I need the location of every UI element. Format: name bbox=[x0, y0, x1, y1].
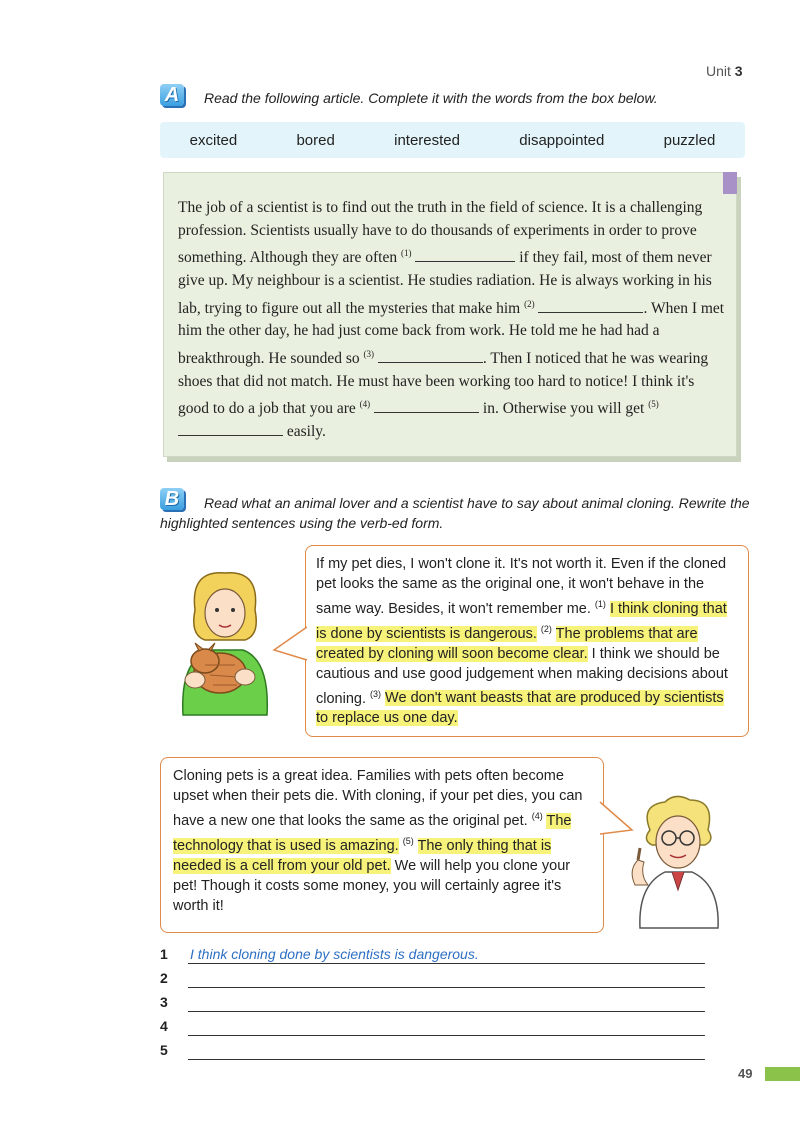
unit-number: 3 bbox=[734, 63, 743, 79]
highlighted-sentence-1: I think cloning that is done by scientists is dangerous. bbox=[316, 600, 727, 642]
answer-lines bbox=[160, 946, 705, 1066]
article-panel bbox=[163, 172, 737, 457]
blank-4[interactable] bbox=[374, 398, 479, 413]
blank-5[interactable] bbox=[178, 421, 283, 436]
blank-3[interactable] bbox=[378, 348, 483, 363]
answer-line bbox=[188, 1011, 705, 1012]
scientist-illustration bbox=[620, 790, 735, 930]
section-a-instruction: Read the following article. Complete it with the words from the box below. bbox=[204, 90, 658, 106]
sentence-number: (4) bbox=[531, 811, 543, 821]
word-item: puzzled bbox=[663, 131, 716, 149]
answer-row: 4 bbox=[160, 1018, 705, 1042]
section-b-badge: B bbox=[160, 488, 184, 510]
highlighted-sentence-5: The only thing that is needed is a cell from your old pet. bbox=[173, 837, 552, 874]
answer-row: 5 bbox=[160, 1042, 705, 1066]
unit-label: Unit 3 bbox=[706, 63, 743, 79]
word-item: interested bbox=[394, 131, 460, 149]
answer-line bbox=[188, 1059, 705, 1060]
word-item: bored bbox=[296, 131, 335, 149]
word-box bbox=[160, 122, 745, 158]
answer-row: 1 I think cloning done by scientists is dangerous. bbox=[160, 946, 705, 970]
highlighted-sentence-2: The problems that are created by cloning will soon become clear. bbox=[316, 625, 698, 662]
answer-input-1[interactable]: I think cloning done by scientists is dangerous. bbox=[190, 946, 479, 962]
sentence-number: (1) bbox=[594, 599, 606, 609]
section-b-instruction: Read what an animal lover and a scientist have to say about animal cloning. Rewrite the highlighted sentences using the verb-ed form. bbox=[160, 495, 750, 531]
sentence-number: (3) bbox=[370, 688, 382, 699]
animal-lover-speech-bubble: If my pet dies, I won't clone it. It's not worth it. Even if the cloned pet looks the same as the original one, it won't behave in the same way. Besides, it won't remember me. $^{(1)}$ I think cloning that is done by scientists is dangerous. $^{(2)}$ The problems that are created by cloning will soon become clear. I think we should be cautious and use good judgement when making decisions about cloning. $^{(3)}$ We don't want beasts that are produced by scientists to replace us one day. bbox=[305, 545, 749, 737]
page-number: 49 bbox=[738, 1066, 753, 1081]
blank-number: (4) bbox=[359, 399, 371, 410]
answer-row: 2 bbox=[160, 970, 705, 994]
blank-2[interactable] bbox=[538, 298, 643, 313]
highlighted-sentence-3: We don't want beasts that are produced by scientists to replace us one day. bbox=[316, 690, 724, 727]
scientist-speech-bubble: Cloning pets is a great idea. Families with pets often become upset when their pets die. With cloning, if your pet dies, you can have a new one that looks the same as the original pet. $^{(4)}$ The technology that is used is amazing. $^{(5)}$ The only thing that is needed is a cell from your old pet. We will help you clone your pet! Though it costs some money, you will certainly agree it's worth it! bbox=[160, 757, 604, 933]
article-text: The job of a scientist is to find out the truth in the field of science. It is a challenging profession. Scientists usually have to do thousands of experiments in order to prove something. Although they are often $^{(1)}$ if they fail, most of them never give up. My neighbour is a scientist. He studies radiation. He is always working in his lab, trying to figure out all the mysteries that make him $^{(2)}$ . When I met him the other day, he had just come back from work. He told me he had had a breakthrough. He sounded so $^{(3)}$ . Then I noticed that he was wearing shoes that did not match. He must have been working too hard to notice! I think it's good to do a job that you are $^{(4)}$ in. Otherwise you will get $^{(5)}$ easily. bbox=[178, 199, 725, 440]
highlighted-sentence-4: The technology that is used is amazing. bbox=[173, 812, 572, 854]
sentence-number: (2) bbox=[540, 623, 552, 634]
word-item: disappointed bbox=[519, 131, 605, 149]
page-tab-bar bbox=[765, 1067, 800, 1081]
sentence-number: (5) bbox=[402, 835, 414, 846]
word-item: excited bbox=[189, 131, 238, 149]
section-a-badge: A bbox=[160, 84, 184, 106]
blank-1[interactable] bbox=[415, 247, 515, 262]
bubble-pointer bbox=[272, 625, 308, 665]
answer-line bbox=[188, 963, 705, 964]
answer-row: 3 bbox=[160, 994, 705, 1018]
answer-line bbox=[188, 1035, 705, 1036]
blank-number: (2) bbox=[524, 298, 535, 309]
blank-number: (5) bbox=[648, 399, 659, 410]
article-tab bbox=[723, 172, 737, 194]
answer-line bbox=[188, 987, 705, 988]
animal-lover-illustration bbox=[165, 565, 285, 720]
blank-number: (3) bbox=[363, 348, 375, 359]
blank-number: (1) bbox=[401, 248, 412, 259]
